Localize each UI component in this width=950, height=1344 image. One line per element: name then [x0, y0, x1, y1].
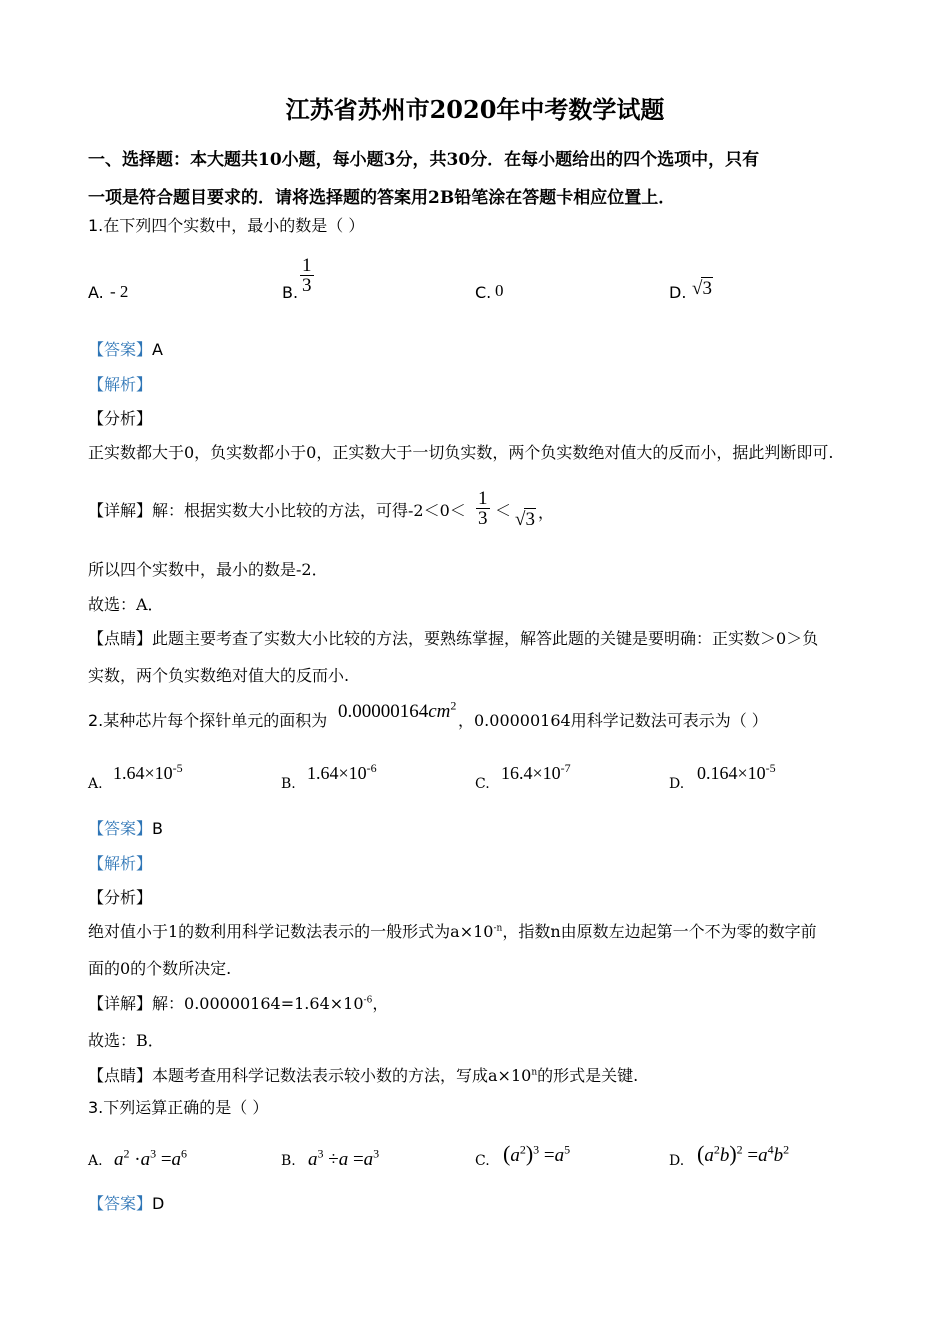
- q1-fenxi-text: 正实数都大于0，负实数都小于0，正实数大于一切负实数，两个负实数绝对值大的反而小，据此判断即可.: [88, 443, 834, 462]
- sci-base: 16.4×10: [501, 763, 561, 783]
- q3-option-d-label: D.: [669, 1153, 685, 1169]
- q3-option-a-expr: $a^2 \cdot a^3 =a^6$: [114, 1146, 188, 1170]
- q2-option-d-value: [697, 763, 776, 784]
- q1-option-d-sqrt: [692, 277, 713, 300]
- q2-fenxi-line1: [88, 924, 817, 940]
- fraction-denominator: 3: [478, 508, 488, 529]
- q1-option-c-value: 0: [495, 281, 504, 300]
- xiangjie-tag: 【详解】: [88, 501, 153, 520]
- sci-exponent: -5: [765, 761, 776, 775]
- q2-option-a-value: [113, 763, 183, 784]
- q2-option-b-label: B.: [281, 776, 296, 792]
- answer-tag: 【答案】: [88, 340, 153, 359]
- fraction-denominator: 3: [302, 275, 312, 296]
- q1-xiangjie-lt: ＜: [495, 501, 512, 520]
- page-title: 江苏省苏州市2020年中考数学试题: [285, 95, 665, 124]
- xiangjie-exponent: -6: [363, 995, 373, 1006]
- sci-base: 1.64×10: [113, 763, 173, 783]
- q1-xiangjie-end: ，: [538, 503, 555, 522]
- q1-dianjing-line2: 实数，两个负实数绝对值大的反而小.: [88, 666, 350, 685]
- q2-stem-pre: 2.某种芯片每个探针单元的面积为: [88, 711, 328, 730]
- fraction-numerator: 1: [302, 255, 312, 276]
- q1-option-a-value: - 2: [110, 282, 129, 301]
- fenxi-text-tail: ，指数n由原数左边起第一个不为零的数字前: [502, 922, 817, 941]
- q1-option-b-fraction: [300, 256, 314, 295]
- sci-base: 1.64×10: [307, 763, 367, 783]
- xiangjie-text: 解：根据实数大小比较的方法，可得-2＜0＜: [152, 501, 466, 520]
- q2-jiexi-tag: 【解析】: [88, 854, 153, 873]
- q1-option-a-label: A.: [88, 283, 104, 302]
- q1-stem: 1.在下列四个实数中，最小的数是（ ）: [88, 216, 365, 235]
- q2-xiangjie: [88, 996, 388, 1012]
- dianjing-text: 本题考查用科学记数法表示较小数的方法，写成a×10: [152, 1066, 532, 1085]
- dianjing-text-tail: 的形式是关键.: [537, 1066, 639, 1085]
- q1-jiexi-tag: 【解析】: [88, 375, 153, 394]
- q3-option-d-expr: $(a^2b)^2 =a^4b^2$: [697, 1141, 790, 1166]
- q1-xiangjie-fraction: [476, 489, 490, 528]
- dianjing-tag: 【点睛】: [88, 629, 153, 648]
- xiangjie-end: ，: [372, 994, 389, 1013]
- q2-option-a-label: A.: [88, 776, 103, 792]
- q2-answer: [88, 821, 163, 837]
- q3-option-c-label: C.: [475, 1153, 490, 1169]
- q1-fenxi-tag: 【分析】: [88, 409, 153, 428]
- q2-fenxi-tag: 【分析】: [88, 888, 153, 907]
- area-unit: cm: [428, 701, 451, 722]
- q2-guxuan: 故选：B．: [88, 1031, 164, 1050]
- section-heading-line2: 一项是符合题目要求的．请将选择题的答案用2B铅笔涂在答题卡相应位置上．: [88, 188, 676, 208]
- q2-option-d-label: D.: [669, 776, 685, 792]
- q2-stem-post: ，0.00000164用科学记数法可表示为（ ）: [458, 711, 768, 730]
- q2-option-c-value: [501, 763, 571, 784]
- q3-answer: [88, 1196, 164, 1212]
- sci-exponent: -6: [366, 761, 377, 775]
- sci-exponent: -5: [172, 761, 183, 775]
- section-heading-line1: 一、选择题：本大题共10小题，每小题3分，共30分．在每小题给出的四个选项中，只有: [88, 150, 760, 170]
- q1-option-b-label: B.: [282, 283, 299, 302]
- answer-value: B: [152, 819, 163, 838]
- q3-option-b-expr: $a^3 \div a =a^3$: [308, 1146, 380, 1170]
- area-unit-exponent: 2: [450, 698, 457, 713]
- q1-option-c-label: C.: [475, 283, 492, 302]
- sqrt-icon: √: [515, 509, 526, 530]
- q2-stem-math: [338, 698, 457, 723]
- q1-xiangjie: [88, 503, 466, 519]
- answer-tag: 【答案】: [88, 819, 153, 838]
- answer-tag: 【答案】: [88, 1194, 153, 1213]
- fenxi-exponent: -n: [493, 923, 503, 934]
- fraction-numerator: 1: [478, 488, 488, 509]
- fenxi-text: 绝对值小于1的数利用科学记数法表示的一般形式为a×10: [88, 922, 494, 941]
- q1-min-line: 所以四个实数中，最小的数是-2．: [88, 560, 328, 579]
- q2-fenxi-line2: 面的0的个数所决定.: [88, 959, 232, 978]
- q2-option-c-label: C.: [475, 776, 490, 792]
- q3-stem: 3.下列运算正确的是（ ）: [88, 1098, 269, 1117]
- sqrt-icon: √: [692, 278, 703, 299]
- xiangjie-tag: 【详解】: [88, 994, 153, 1013]
- q3-option-b-label: B.: [281, 1153, 296, 1169]
- dianjing-exponent: n: [531, 1067, 538, 1078]
- sci-exponent: -7: [560, 761, 571, 775]
- q1-dianjing-line1: [88, 631, 818, 647]
- answer-value: A: [152, 340, 163, 359]
- q1-answer: [88, 342, 163, 358]
- q2-option-b-value: [307, 763, 377, 784]
- area-value: 0.00000164: [338, 701, 429, 722]
- xiangjie-text: 解：0.00000164=1.64×10: [152, 994, 364, 1013]
- dianjing-tag: 【点睛】: [88, 1066, 153, 1085]
- q1-option-d-label: D.: [669, 283, 687, 302]
- radicand: 3: [702, 278, 712, 299]
- sci-base: 0.164×10: [697, 763, 766, 783]
- answer-value: D: [152, 1194, 165, 1213]
- q1-xiangjie-sqrt: [515, 508, 536, 531]
- q2-dianjing: [88, 1068, 638, 1084]
- radicand: 3: [525, 509, 535, 530]
- dianjing-text: 此题主要考查了实数大小比较的方法，要熟练掌握，解答此题的关键是要明确：正实数＞0＞负: [152, 629, 819, 648]
- q3-option-a-label: A.: [88, 1153, 103, 1169]
- q1-guxuan: 故选：A．: [88, 595, 164, 614]
- q3-option-c-expr: $(a^2)^3 =a^5$: [503, 1141, 571, 1166]
